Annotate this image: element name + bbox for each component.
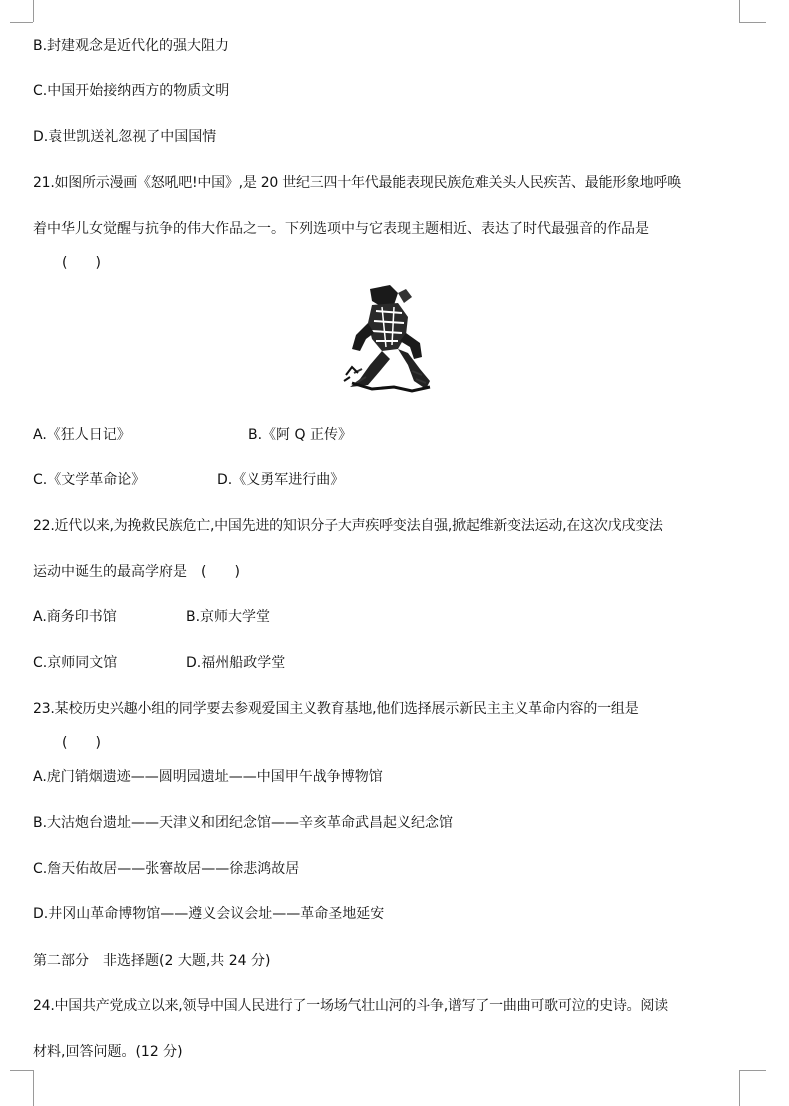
q21-option-d: D.《义勇军进行曲》 [217,472,345,488]
q21-option-c: C.《文学革命论》 [33,472,146,488]
crop-mark-bottom-left-v [33,1070,34,1106]
crop-mark-bottom-left-h [10,1070,33,1071]
q22-option-d: D.福州船政学堂 [186,655,286,671]
q21-option-a: A.《狂人日记》 [33,427,131,443]
crop-mark-bottom-right-v [739,1070,740,1106]
q21-text-line2: 着中华儿女觉醒与抗争的伟大作品之一。下列选项中与它表现主题相近、表达了时代最强音的作品是 [33,221,649,237]
crop-mark-top-right-v [739,0,740,22]
q23-text-line1: 23.某校历史兴趣小组的同学要去参观爱国主义教育基地,他们选择展示新民主主义革命内容的一组是 [33,701,639,717]
q22-text-line2: 运动中诞生的最高学府是 ( ) [33,564,240,580]
q23-option-c: C.詹天佑故居——张謇故居——徐悲鸿故居 [33,861,300,877]
q24-text-line2: 材料,回答问题。(12 分) [33,1044,183,1060]
crop-mark-top-left-v [33,0,34,22]
q23-option-b: B.大沽炮台遗址——天津义和团纪念馆——辛亥革命武昌起义纪念馆 [33,815,454,831]
q22-option-a: A.商务印书馆 [33,609,117,625]
q22-option-c: C.京师同文馆 [33,655,118,671]
crop-mark-bottom-right-h [739,1070,766,1071]
q21-answer-paren: ( ) [62,255,101,271]
q21-option-b: B.《阿 Q 正传》 [248,427,352,443]
q22-text-line1: 22.近代以来,为挽救民族危亡,中国先进的知识分子大声疾呼变法自强,掀起维新变法运动,在这次戊戌变法 [33,518,663,534]
q24-text-line1: 24.中国共产党成立以来,领导中国人民进行了一场场气壮山河的斗争,谱写了一曲曲可歌可泣的史诗。阅读 [33,998,668,1014]
crop-mark-top-left-h [10,22,33,23]
q23-option-d: D.井冈山革命博物馆——遵义会议会址——革命圣地延安 [33,906,385,922]
crop-mark-top-right-h [739,22,766,23]
q23-answer-paren: ( ) [62,735,101,751]
woodcut-figure-icon [342,283,434,395]
q23-option-a: A.虎门销烟遗迹——圆明园遗址——中国甲午战争博物馆 [33,769,383,785]
q20-option-c: C.中国开始接纳西方的物质文明 [33,83,230,99]
q20-option-d: D.袁世凯送礼忽视了中国国情 [33,129,217,145]
q22-option-b: B.京师大学堂 [186,609,271,625]
q20-option-b: B.封建观念是近代化的强大阻力 [33,38,230,54]
q21-text-line1: 21.如图所示漫画《怒吼吧!中国》,是 20 世纪三四十年代最能表现民族危难关头人民疾苦、最能形象地呼唤 [33,175,682,191]
part-two-heading: 第二部分 非选择题(2 大题,共 24 分) [33,953,271,969]
